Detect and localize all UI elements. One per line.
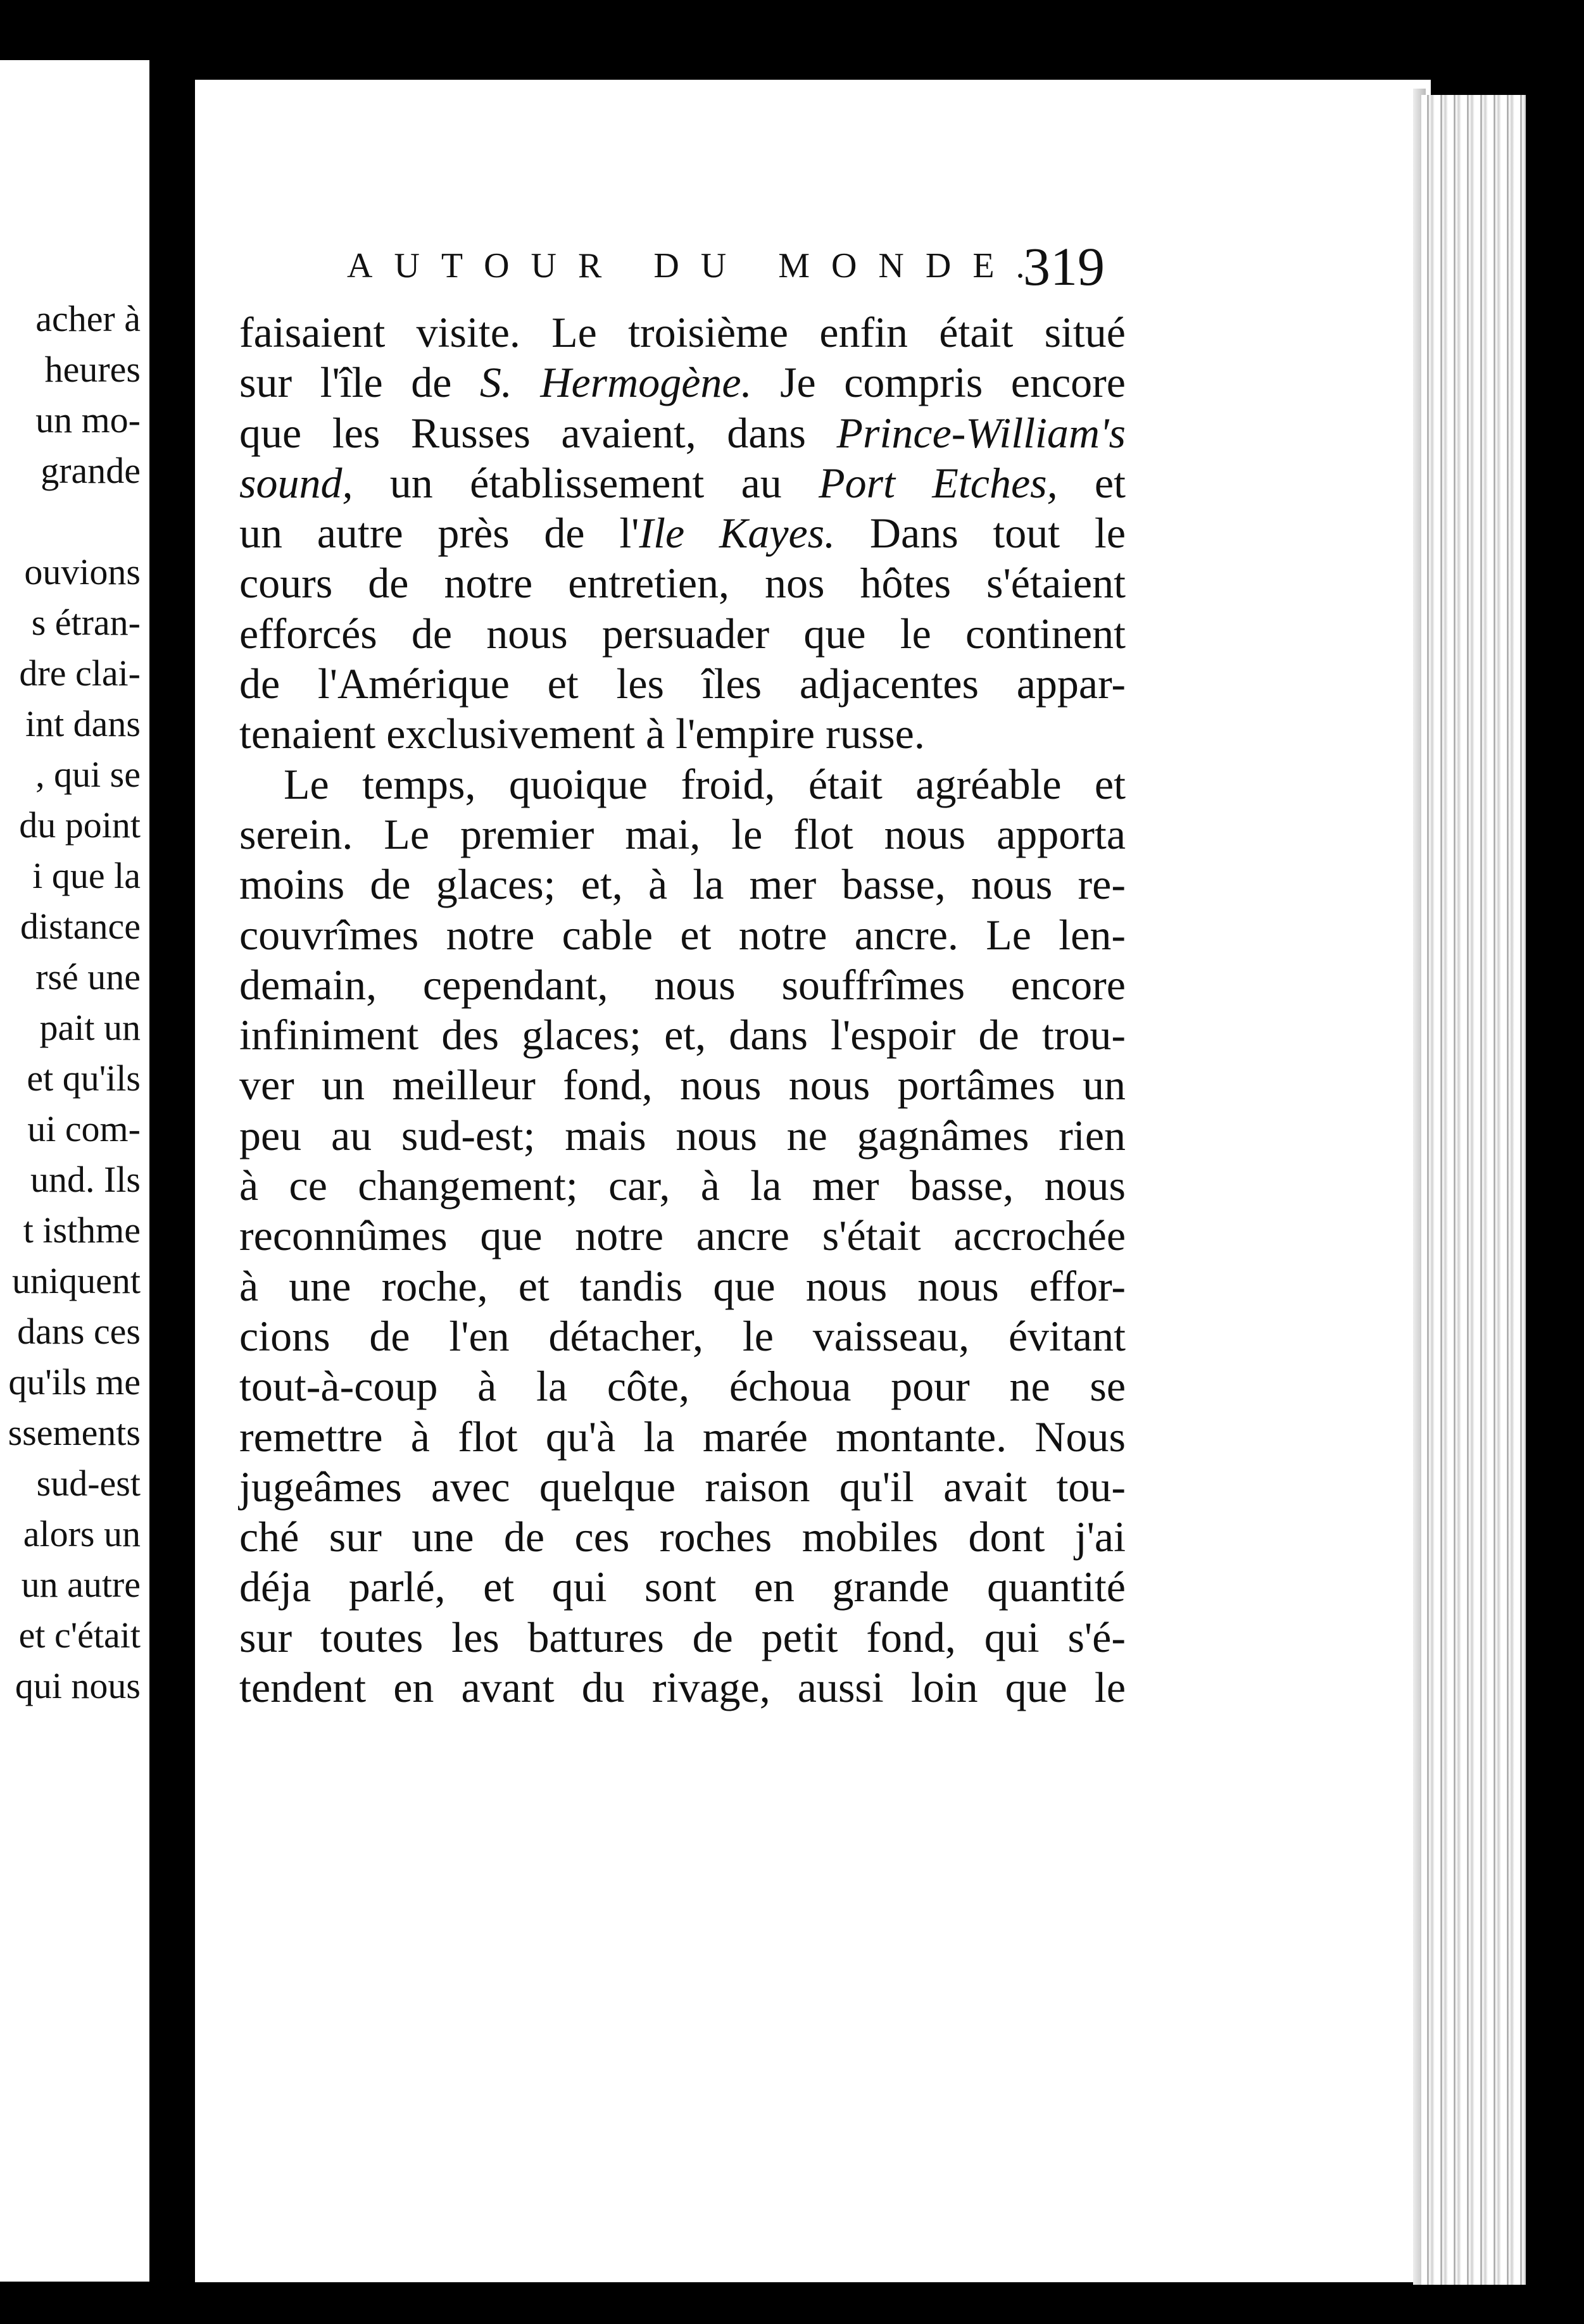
text-segment: à une roche, et tandis que nous nous effor- [239,1261,1126,1310]
text-line [239,508,1126,558]
left-page-line: t isthme [23,1209,141,1251]
left-page-line: du point [19,804,141,846]
text-line [239,1211,1126,1261]
left-page-line: et qu'ils [27,1058,141,1099]
left-page-line: ouvions [24,551,141,592]
text-line [239,759,1126,809]
text-line [239,659,1126,709]
text-segment: infiniment des glaces; et, dans l'espoir de trou- [239,1011,1126,1059]
left-page-line: , qui se [35,754,141,795]
text-segment: reconnûmes que notre ancre s'était accrochée [239,1211,1126,1260]
text-segment: moins de glaces; et, à la mer basse, nous re- [239,860,1126,909]
left-page-line: i que la [32,855,141,896]
italic-text: Prince-William's [836,408,1126,457]
left-page-line: pait un [39,1007,141,1048]
text-line [239,558,1126,608]
text-line [239,1060,1126,1110]
text-segment: faisaient visite. Le troisième enfin était situé [239,308,1126,356]
text-segment: efforcés de nous persuader que le continent [239,609,1126,658]
previous-page-edge [0,60,149,2282]
text-line [239,1462,1126,1512]
text-segment: demain, cependant, nous souffrîmes encore [239,960,1126,1009]
book-gutter [149,0,195,2324]
left-page-line: un autre [21,1564,141,1605]
text-segment: tenaient exclusivement à l'empire russe. [239,709,925,758]
text-segment: déja parlé, et qui sont en grande quantité [239,1563,1126,1611]
left-page-line: und. Ils [30,1159,141,1200]
left-page-line: acher à [35,298,141,339]
left-page-line: rsé une [35,956,141,997]
text-segment: de l'Amérique et les îles adjacentes appar- [239,659,1126,708]
text-segment: serein. Le premier mai, le flot nous apporta [239,809,1126,858]
left-page-line: alors un [23,1513,141,1554]
text-line [239,1161,1126,1211]
italic-text: Ile Kayes. [639,509,836,558]
text-segment: couvrîmes notre cable et notre ancre. Le len- [239,910,1126,959]
left-page-line: int dans [25,703,141,744]
italic-text: S. Hermogène. [479,358,752,407]
text-segment: tout-à-coup à la côte, échoua pour ne se [239,1362,1126,1411]
left-page-line: dans ces [17,1311,141,1352]
page-stack-edges [1421,95,1526,2285]
text-segment: sur l'île de [239,358,480,407]
text-segment: peu au sud-est; mais nous ne gagnâmes rien [239,1111,1126,1159]
text-line [239,1311,1126,1361]
text-line [239,1412,1126,1462]
left-page-line: qui nous [15,1665,141,1706]
text-segment: cions de l'en détacher, le vaisseau, évitant [239,1311,1126,1360]
book-page [195,80,1431,2282]
text-segment: Je compris encore [751,358,1126,407]
text-segment: que les Russes avaient, dans [239,408,837,457]
left-page-line: et c'était [18,1615,141,1656]
left-page-line: heures [44,349,141,390]
italic-text: sound, [239,458,353,507]
left-page-line: ssements [8,1412,141,1453]
text-line [239,458,1126,508]
text-line [239,1361,1126,1411]
text-line [239,960,1126,1010]
left-page-line: dre clai- [19,653,141,694]
text-segment: un autre près de l' [239,509,639,558]
text-segment: remettre à flot qu'à la marée montante. Nous [239,1412,1126,1461]
text-line [239,1111,1126,1161]
page-number: 319 [1023,236,1105,297]
text-segment: Dans tout le [835,509,1126,558]
text-line [239,1663,1126,1713]
left-page-line: uniquent [12,1260,141,1301]
text-line [239,1562,1126,1612]
text-line [239,859,1126,909]
text-line [239,408,1126,458]
text-line [239,609,1126,659]
text-segment: ver un meilleur fond, nous nous portâmes un [239,1061,1126,1109]
text-line [239,1512,1126,1562]
text-segment: Le temps, quoique froid, était agréable et [284,759,1126,808]
left-page-line: grande [41,450,141,491]
body-text [239,308,1126,1713]
left-page-line: s étran- [31,602,141,643]
text-segment: cours de notre entretien, nos hôtes s'étaient [239,559,1126,608]
text-line [239,910,1126,960]
text-segment: un établissement au [353,458,819,507]
text-line [239,1613,1126,1663]
left-page-line: qu'ils me [8,1361,141,1403]
left-page-line: sud-est [36,1463,141,1504]
text-line [239,1261,1126,1311]
text-segment: ché sur une de ces roches mobiles dont j'ai [239,1513,1126,1561]
text-segment: à ce changement; car, à la mer basse, nous [239,1161,1126,1210]
text-line [239,308,1126,358]
text-line [239,709,1126,759]
text-segment: et [1057,458,1126,507]
text-line [239,358,1126,408]
left-page-line: un mo- [35,399,141,440]
running-title: AUTOUR DU MONDE. [347,246,1047,285]
text-line [239,809,1126,859]
text-segment: tendent en avant du rivage, aussi loin que le [239,1663,1126,1712]
text-segment: sur toutes les battures de petit fond, qui s'é- [239,1613,1126,1661]
left-page-line: ui com- [27,1108,141,1149]
text-segment: jugeâmes avec quelque raison qu'il avait tou- [239,1462,1126,1511]
text-line [239,1010,1126,1060]
left-page-line: distance [20,906,141,947]
italic-text: Port Etches, [819,458,1058,507]
